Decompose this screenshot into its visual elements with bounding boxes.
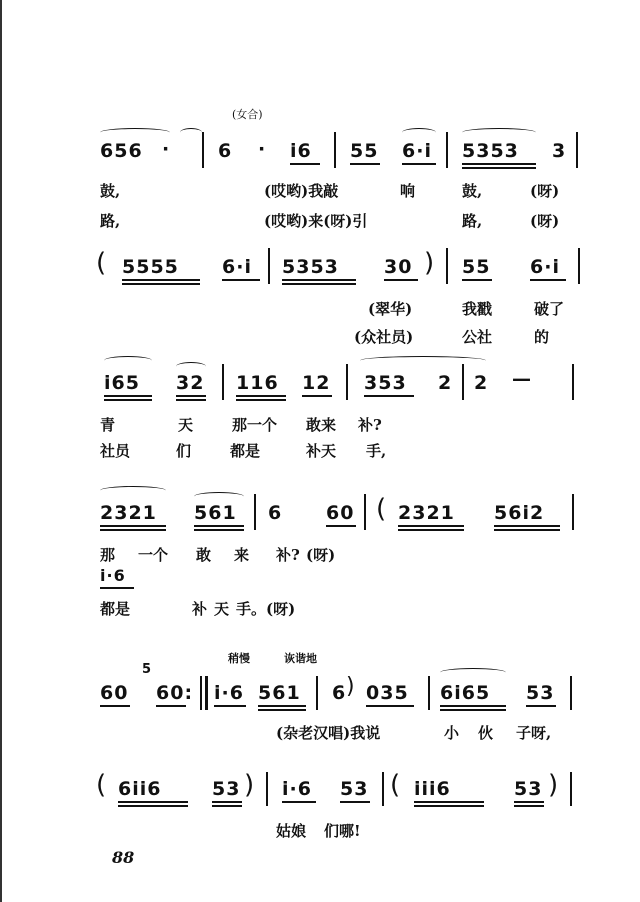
note-group: 53: [514, 778, 543, 800]
underline: [326, 525, 356, 527]
underline: [530, 279, 566, 281]
lyric: 补天: [306, 442, 337, 460]
underline: [526, 705, 556, 707]
barline: [346, 364, 348, 400]
note-group: 2321: [100, 502, 157, 524]
note: 2: [474, 372, 489, 394]
lyric: 小: [444, 724, 460, 742]
annotation-female-chorus: (女合): [232, 108, 263, 121]
note-group: 5353: [462, 140, 519, 162]
lyric: 那一个: [232, 416, 278, 434]
note-group: 6·i: [530, 256, 560, 278]
note: 6: [268, 502, 283, 524]
underline: [514, 801, 544, 803]
underline: [100, 525, 166, 527]
note-group: 035: [366, 682, 409, 704]
note-group: 6i65: [440, 682, 491, 704]
underline: [350, 163, 380, 165]
underline: [156, 705, 186, 707]
slur: [180, 128, 202, 137]
lyric: 那: [100, 546, 116, 564]
underline: [462, 167, 536, 169]
lyric: (众社员): [354, 328, 414, 346]
note-group: 116: [236, 372, 279, 394]
slur: [194, 492, 244, 501]
underline: [104, 399, 152, 401]
underline: [118, 805, 188, 807]
lyric: 伙: [478, 724, 494, 742]
barline: [364, 494, 366, 530]
lyric: 的: [534, 328, 550, 346]
lyric: (哎哟)来(呀)引: [264, 212, 368, 230]
underline: [100, 705, 130, 707]
barline: [428, 676, 430, 710]
note-group: 60: [100, 682, 129, 704]
lyric: 鼓,: [100, 182, 121, 200]
lyric: 补?: [276, 546, 300, 564]
note-group: 6·i: [222, 256, 252, 278]
underline: [214, 705, 246, 707]
barline: [578, 248, 580, 284]
note-group: 53: [212, 778, 241, 800]
underline: [100, 587, 134, 589]
barline: [572, 494, 574, 530]
lyric: (杂老汉唱)我说: [276, 724, 381, 742]
lyric: 们: [176, 442, 192, 460]
underline: [398, 525, 464, 527]
expression-mark: 诙谐地: [284, 652, 317, 665]
underline: [384, 279, 418, 281]
underline: [222, 279, 260, 281]
grace-note: 5: [142, 662, 153, 677]
underline: [364, 395, 414, 397]
note-group: 6ii6: [118, 778, 162, 800]
barline: [222, 364, 224, 400]
underline: [176, 395, 206, 397]
paren: ): [244, 770, 255, 800]
paren: ): [548, 770, 559, 800]
note-group: 561: [194, 502, 237, 524]
barline: [446, 132, 448, 168]
underline: [236, 399, 286, 401]
lyric: (呀): [306, 546, 336, 564]
paren: ): [346, 674, 355, 699]
underline: [414, 805, 484, 807]
note-group: 55: [350, 140, 379, 162]
underline: [100, 529, 166, 531]
page-number: 88: [112, 848, 135, 867]
note-group: 561: [258, 682, 301, 704]
barline: [570, 772, 572, 806]
paren: (: [96, 770, 107, 800]
barline: [254, 494, 256, 530]
underline: [366, 705, 414, 707]
note: 6: [218, 140, 233, 162]
lyric: 们哪!: [324, 822, 361, 840]
lyric: 社员: [100, 442, 131, 460]
underline: [462, 279, 492, 281]
underline: [258, 709, 306, 711]
underline: [122, 279, 200, 281]
note-group: i·6: [282, 778, 312, 800]
note-group: 656: [100, 140, 143, 162]
lyric: 来: [234, 546, 250, 564]
underline: [440, 705, 506, 707]
lyric: 路,: [100, 212, 121, 230]
barline: [382, 772, 384, 806]
lyric: 响: [400, 182, 416, 200]
lyric: 都是: [230, 442, 261, 460]
underline: [194, 529, 244, 531]
note-group: 5353: [282, 256, 339, 278]
lyric: 敢: [196, 546, 212, 564]
barline: [266, 772, 268, 806]
alt-note: i·6: [100, 566, 126, 585]
underline: [282, 801, 316, 803]
barline: [576, 132, 578, 168]
lyric: 我戳: [462, 300, 493, 318]
lyric: (哎哟)我敲: [264, 182, 339, 200]
underline: [236, 395, 286, 397]
tempo-mark: 稍慢: [228, 652, 250, 665]
underline: [258, 705, 306, 707]
lyric: 手,: [366, 442, 387, 460]
lyric: 敢来: [306, 416, 337, 434]
barline: [570, 676, 572, 710]
lyric: 子呀,: [516, 724, 552, 742]
underline: [414, 801, 484, 803]
lyric: 手。(呀): [236, 600, 296, 618]
lyric: 补?: [358, 416, 382, 434]
note-group: i6: [290, 140, 312, 162]
note-group: 353: [364, 372, 407, 394]
lyric: 天: [214, 600, 230, 618]
underline: [462, 163, 536, 165]
underline: [398, 529, 464, 531]
page-edge: [0, 0, 2, 902]
note-dot: ·: [162, 138, 171, 160]
lyric: (呀): [530, 212, 560, 230]
barline: [572, 364, 574, 400]
slur: [176, 362, 206, 371]
slur: [462, 128, 536, 137]
slur: [360, 356, 486, 365]
lyric: 公社: [462, 328, 493, 346]
underline: [494, 529, 560, 531]
underline: [440, 709, 506, 711]
underline: [212, 805, 242, 807]
barline: [202, 132, 204, 168]
lyric: 姑娘: [276, 822, 307, 840]
note-group: 5555: [122, 256, 179, 278]
underline: [290, 163, 320, 165]
barline: [268, 248, 270, 284]
lyric: 都是: [100, 600, 131, 618]
note-group: 53: [340, 778, 369, 800]
note-dot: ·: [258, 138, 267, 160]
underline: [212, 801, 242, 803]
note: 3: [552, 140, 567, 162]
note-group: 32: [176, 372, 205, 394]
underline: [176, 399, 206, 401]
barline: [462, 364, 464, 400]
underline: [122, 283, 200, 285]
slur: [440, 668, 506, 677]
underline: [194, 525, 244, 527]
underline: [340, 801, 370, 803]
underline: [494, 525, 560, 527]
slur: [100, 486, 166, 495]
note-group: i65: [104, 372, 140, 394]
note-group: 60: [326, 502, 355, 524]
note-group: 53: [526, 682, 555, 704]
lyric: (呀): [530, 182, 560, 200]
note-group: 30: [384, 256, 413, 278]
note-group: i·6: [214, 682, 244, 704]
barline: [334, 132, 336, 168]
note: 6: [332, 682, 347, 704]
note-group: 55: [462, 256, 491, 278]
barline: [316, 676, 318, 710]
underline: [104, 395, 152, 397]
underline: [282, 283, 356, 285]
underline: [302, 395, 332, 397]
paren: (: [376, 494, 387, 524]
note-group: 56i2: [494, 502, 545, 524]
slur: [100, 128, 170, 137]
barline: [446, 248, 448, 284]
note-group: 2321: [398, 502, 455, 524]
underline: [514, 805, 544, 807]
repeat-barline-thick: [205, 676, 208, 710]
lyric: 鼓,: [462, 182, 483, 200]
underline: [402, 163, 436, 165]
paren: ): [424, 248, 435, 278]
note: 2: [438, 372, 453, 394]
note-group: 12: [302, 372, 331, 394]
note-group: 6·i: [402, 140, 432, 162]
lyric: 青: [100, 416, 116, 434]
paren: (: [96, 248, 107, 278]
lyric: 路,: [462, 212, 483, 230]
note-group: 60:: [156, 682, 194, 704]
lyric: 一个: [138, 546, 169, 564]
slur: [402, 128, 436, 137]
lyric: 补: [192, 600, 208, 618]
paren: (: [390, 770, 401, 800]
note-group: iii6: [414, 778, 451, 800]
underline: [282, 279, 356, 281]
slur: [104, 356, 152, 365]
lyric: 天: [178, 416, 194, 434]
underline: [118, 801, 188, 803]
dash: —: [512, 368, 532, 390]
lyric: 破了: [534, 300, 565, 318]
repeat-barline: [200, 676, 202, 710]
lyric: (翠华): [368, 300, 413, 318]
